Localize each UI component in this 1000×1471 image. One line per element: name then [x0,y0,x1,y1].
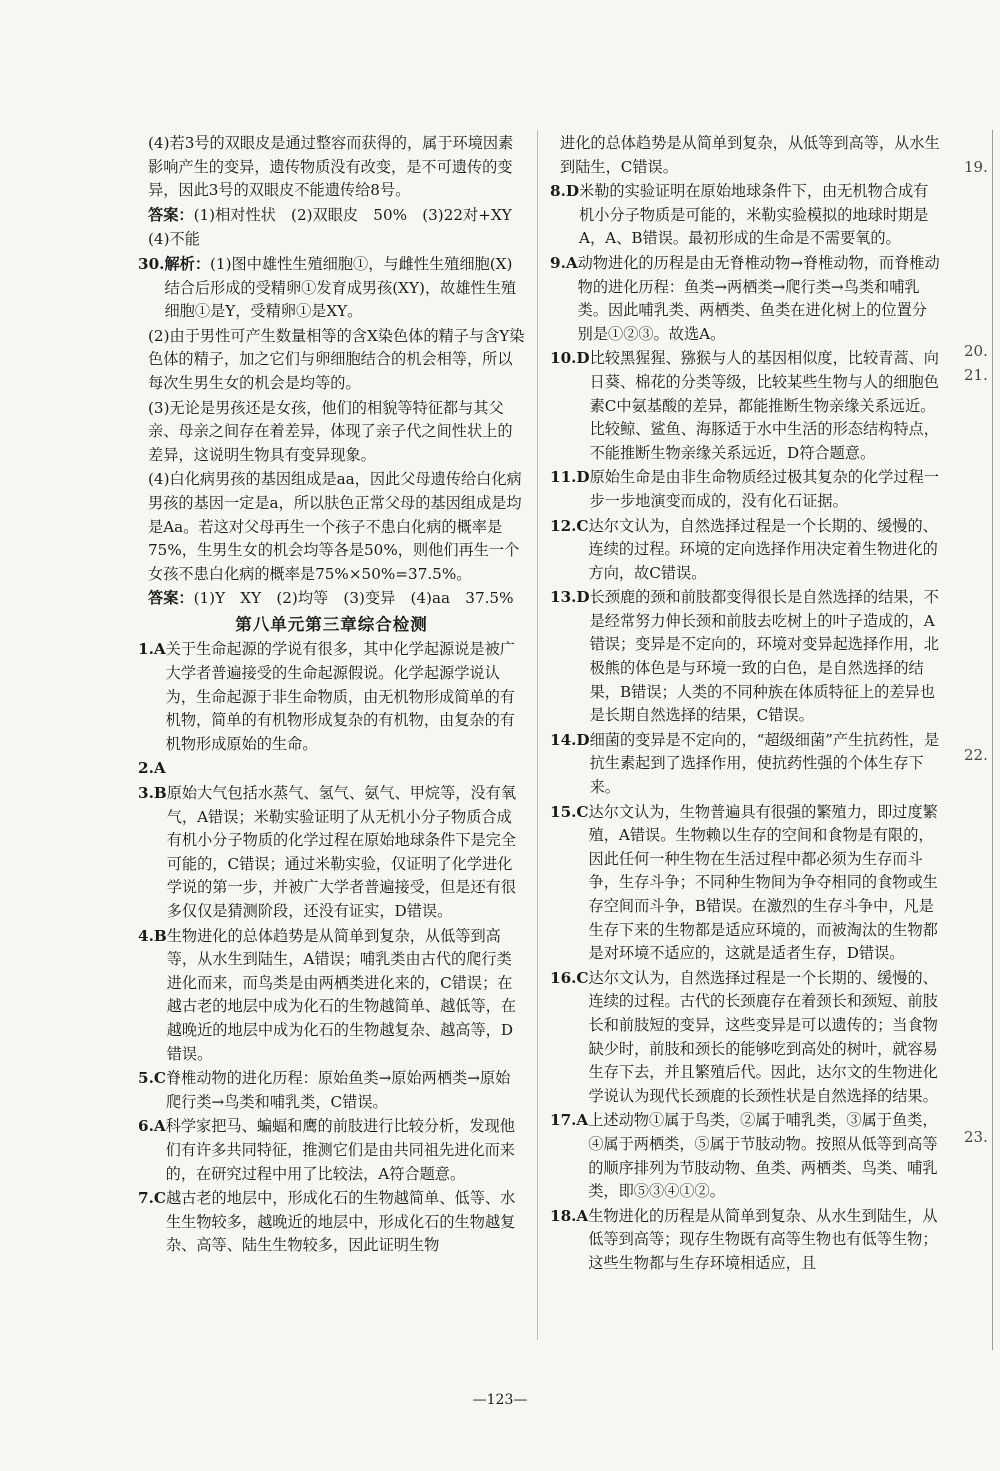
answer-label: 答案： [148,589,194,608]
item-3: 3.B 原始大气包括水蒸气、氢气、氨气、甲烷等，没有氧气，A错误；米勒实验证明了从无机小分子物质合成有机小分子物质的化学过程在原始地球条件下是完全可能的，C错误；通过米勒实验，仅证明了化学进化学说的第一步，并被广大学者普遍接受，但是还有很多仅仅是猜测阶段，还没有证实，D错误。 [138,784,517,920]
q30-part2: (2)由于男性可产生数量相等的含X染色体的精子与含Y染色体的精子，加之它们与卵细胞结合的机会相等，所以每次生男生女的机会是均等的。 [148,326,525,392]
item-16: 16.C 达尔文认为，自然选择过程是一个长期的、缓慢的、连续的过程。古代的长颈鹿存在着颈长和颈短、前肢长和前肢短的变异，这些变异是可以遗传的；当食物缺少时，前肢和颈长的能够吃到高处的树叶，就容易生存下去，并且繁殖后代。因此，达尔文的生物进化学说认为现代长颈鹿的长颈性状是自然选择的结果。 [550,968,938,1105]
item-5: 5.C 脊椎动物的进化历程：原始鱼类→原始两栖类→原始爬行类→鸟类和哺乳类，C错误。 [138,1069,511,1111]
item-17: 17.A 上述动物①属于鸟类，②属于哺乳类，③属于鱼类，④属于两栖类，⑤属于节肢动物。按照从低等到高等的顺序排列为节肢动物、鱼类、两栖类、鸟类、哺乳类，即⑤③④①②。 [550,1111,938,1201]
item-1: 1.A 关于生命起源的学说有很多，其中化学起源说是被广大学者普遍接受的生命起源假说。化学起源学说认为，生命起源于非生命物质，由无机物形成简单的有机物，简单的有机物形成复杂的有机物，由复杂的有机物形成原始的生命。 [138,640,515,753]
item-8: 8.D 米勒的实验证明在原始地球条件下，由无机物合成有机小分子物质是可能的，米勒实验模拟的地球时期是A，A、B错误。最初形成的生命是不需要氧的。 [550,182,929,248]
q30 [138,253,525,324]
item-2: 2.A [138,759,166,778]
edge-divider [992,130,993,1350]
left-column [138,132,525,1259]
answer-text: (1)相对性状 (2)双眼皮 50% (3)22对+XY [193,205,512,224]
column-divider [537,130,538,1340]
edge-number: 22. [964,746,988,764]
item-11: 11.D 原始生命是由非生命物质经过极其复杂的化学过程一步一步地演变而成的，没有化石证据。 [550,468,939,510]
edge-number: 23. [964,1128,988,1146]
q30-part3: (3)无论是男孩还是女孩，他们的相貌等特征都与其父亲、母亲之间存在着差异，体现了亲子代之间性状上的差异，这说明生物具有变异现象。 [148,398,513,464]
q30-answer [138,587,525,611]
item-14: 14.D 细菌的变异是不定向的，“超级细菌”产生抗药性，是抗生素起到了选择作用，使抗药性强的个体生存下来。 [550,730,940,797]
q30-part1: (1)图中雄性生殖细胞①，与雌性生殖细胞(X)结合后形成的受精卵①发育成男孩(XY)，故雄性生殖细胞①是Y，受精卵①是XY。 [164,254,517,321]
item-15: 15.C 达尔文认为，生物普遍具有很强的繁殖力，即过度繁殖，A错误。生物赖以生存的空间和食物是有限的，因此任何一种生物在生活过程中都必须为生存而斗争，生存斗争；不同种生物间为争夺相同的食物或生存空间而斗争，B错误。在激烈的生存斗争中，凡是生存下来的生物都是适应环境的，而被淘汰的生物都是对环境不适应的，这就是适者生存，D错误。 [550,802,938,963]
edge-number: 20. [964,342,988,360]
q29-answer-tail: (4)不能 [148,230,200,249]
q30-number: 30. [138,254,165,273]
q29-answer [138,204,525,228]
q29-part4: (4)若3号的双眼皮是通过整容而获得的，属于环境因素影响产生的变异，遗传物质没有改变，是不可遗传的变异，因此3号的双眼皮不能遗传给8号。 [148,134,514,200]
answer-label: 答案： [148,205,194,224]
item-18: 18.A 生物进化的历程是从简单到复杂、从水生到陆生，从低等到高等；现存生物既有高等生物也有低等生物；这些生物都与生存环境相适应，且 [550,1206,938,1272]
right-column [550,132,942,1277]
item-12: 12.C 达尔文认为，自然选择过程是一个长期的、缓慢的、连续的过程。环境的定向选择作用决定着生物进化的方向，故C错误。 [550,516,938,582]
edge-number: 21. [964,366,988,384]
edge-number: 19. [964,158,988,176]
item-13: 13.D 长颈鹿的颈和前肢都变得很长是自然选择的结果，不是经常努力伸长颈和前肢去吃树上的叶子造成的，A错误；变异是不定向的，环境对变异起选择作用，北极熊的体色是与环境一致的白色，是自然选择的结果，B错误；人类的不同种族在体质特征上的差异也是长期自然选择的结果，C错误。 [550,588,939,725]
item-9: 9.A 动物进化的历程是由无脊椎动物→脊椎动物，而脊椎动物的进化历程：鱼类→两栖类→爬行类→鸟类和哺乳类。因此哺乳类、两栖类、鱼类在进化树上的位置分别是①②③。故选A。 [550,253,940,343]
page-number: —123— [472,1392,528,1408]
item-10: 10.D 比较黑猩猩、猕猴与人的基因相似度，比较青蒿、向日葵、棉花的分类等级，比较某些生物与人的细胞色素C中氨基酸的差异，都能推断生物亲缘关系远近。比较鲸、鲨鱼、海豚适于水中生活的形态结构特点，不能推断生物亲缘关系远近，D符合题意。 [550,349,939,462]
item-6: 6.A 科学家把马、蝙蝠和鹰的前肢进行比较分析，发现他们有许多共同特征，推测它们是由共同祖先进化而来的，在研究过程中用了比较法，A符合题意。 [138,1117,515,1183]
item-4: 4.B 生物进化的总体趋势是从简单到复杂，从低等到高等，从水生到陆生，A错误；哺乳类由古代的爬行类进化而来，而鸟类是由两栖类进化来的，C错误；在越古老的地层中成为化石的生物越简单、越低等，在越晚近的地层中成为化石的生物越复杂、越高等，D错误。 [138,926,517,1063]
section-title: 第八单元第三章综合检测 [235,614,428,634]
q30-part4: (4)白化病男孩的基因组成是aa，因此父母遗传给白化病男孩的基因一定是a，所以肤色正常父母的基因组成是均是Aa。若这对父母再生一个孩子不患白化病的概率是75%，生男生女的机会均等各是50%，则他们再生一个女孩不患白化病的概率是75%×50%=37.5%。 [148,470,522,583]
q30-label: 解析： [164,254,210,273]
next-page-edge [962,130,1000,1350]
site-logo [830,1385,980,1437]
item-7: 7.C 越古老的地层中，形成化石的生物越简单、低等、水生生物较多，越晚近的地层中，形成化石的生物越复杂、高等、陆生生物较多，因此证明生物 [138,1189,516,1255]
answer-text: (1)Y XY (2)均等 (3)变异 (4)aa 37.5% [193,589,514,608]
item-7-continued: 进化的总体趋势是从简单到复杂，从低等到高等，从水生到陆生，C错误。 [560,134,940,176]
